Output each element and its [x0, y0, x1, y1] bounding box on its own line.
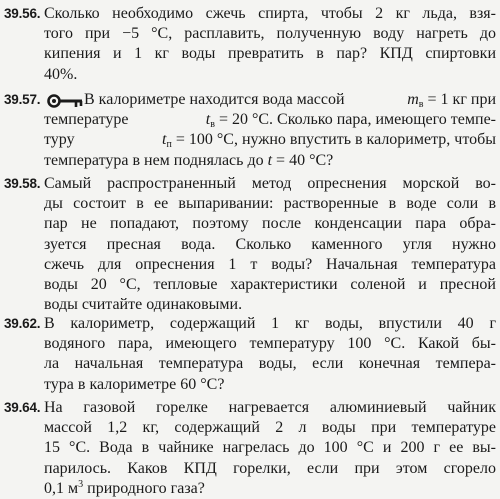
problem-text: [44, 4, 496, 85]
text-line: Самый распространенный метод опреснения морской во-: [44, 175, 496, 192]
text-fragment: = 40 °С?: [276, 151, 334, 169]
text-fragment: температуре: [44, 111, 129, 129]
text-line: кипения и 1 кг воды превратить в пар? КПД спиртовки: [44, 45, 496, 63]
text-line: [44, 479, 496, 499]
text-line: тура в калориметре 60 °С?: [44, 375, 225, 393]
text-line: воды 20 °С, тепловые характеристики соленой и пресной: [44, 275, 496, 293]
problem-number: 39.58.: [4, 176, 41, 191]
problem-number: 39.57.: [4, 92, 41, 107]
text-fragment: В калориметре находится вода массой: [84, 91, 345, 108]
text-line: того при −5 °С, расплавить, полученную воду нагреть до: [44, 25, 496, 43]
text-line: зуется пресная вода. Сколько каменного угля нужно: [44, 235, 496, 253]
subscript: в: [418, 99, 424, 110]
text-fragment: = 100 °С, нужно впустить в калориметр, чтобы: [175, 131, 496, 149]
text-line: массой 1,2 кг, содержащий 2 л воды при температуре: [44, 419, 496, 437]
problem-number: 39.64.: [4, 400, 41, 415]
text-fragment: [407, 90, 496, 110]
text-fragment: = 20 °С. Сколько пара, имеющего темпе-: [218, 111, 496, 129]
text-line: 40%.: [44, 65, 78, 83]
problem-text: [44, 314, 496, 395]
text-fragment: 0,1 м: [44, 479, 79, 497]
var-temp: t: [162, 131, 167, 149]
text-line: сжечь для опреснения 1 т воды? Начальная температура: [44, 255, 496, 273]
text-line: водяного пара, имеющего температуру 100 °С. Какой бы-: [44, 335, 496, 353]
superscript: 3: [78, 478, 84, 490]
text-line: [44, 110, 496, 130]
var-mass: m: [407, 91, 419, 108]
text-line: ды состоит в ее выпаривании: растворенные в воде соли в: [44, 195, 496, 213]
text-fragment: температура в нем поднялась до: [44, 151, 264, 169]
text-line: Сколько необходимо сжечь спирта, чтобы 2 кг льда, взя-: [44, 5, 496, 22]
text-fragment: [162, 130, 496, 150]
problem-text: [44, 174, 496, 315]
text-line: пар не попадают, поэтому после конденсации пара обра-: [44, 215, 496, 233]
text-line: 15 °С. Вода в чайнике нагрелась до 100 °С и 200 г ее вы-: [44, 439, 496, 457]
text-line: На газовой горелке нагревается алюминиевый чайник: [44, 399, 496, 416]
problem-number: 39.62.: [4, 316, 41, 331]
text-fragment: природного газа?: [87, 479, 205, 497]
problem-text: [44, 90, 496, 171]
text-line: ла начальная температура воды, если конечная темпера-: [44, 355, 496, 373]
text-line: парилось. Каков КПД горелки, если при этом сгорело: [44, 459, 496, 477]
subscript: п: [166, 139, 172, 151]
text-fragment: туру: [44, 131, 75, 149]
var-temp: t: [205, 111, 211, 129]
subscript: в: [210, 119, 215, 131]
text-line: [44, 90, 496, 110]
text-line: В калориметр, содержащий 1 кг воды, впустили 40 г: [44, 315, 496, 332]
problem-number: 39.56.: [4, 6, 41, 21]
text-fragment: = 1 кг при: [427, 91, 496, 108]
var-temp: t: [267, 151, 273, 169]
text-line: [44, 130, 496, 150]
text-line: [44, 151, 496, 171]
text-line: воды считайте одинаковыми.: [44, 296, 243, 314]
problem-text: [44, 398, 496, 499]
text-fragment: [206, 110, 496, 130]
